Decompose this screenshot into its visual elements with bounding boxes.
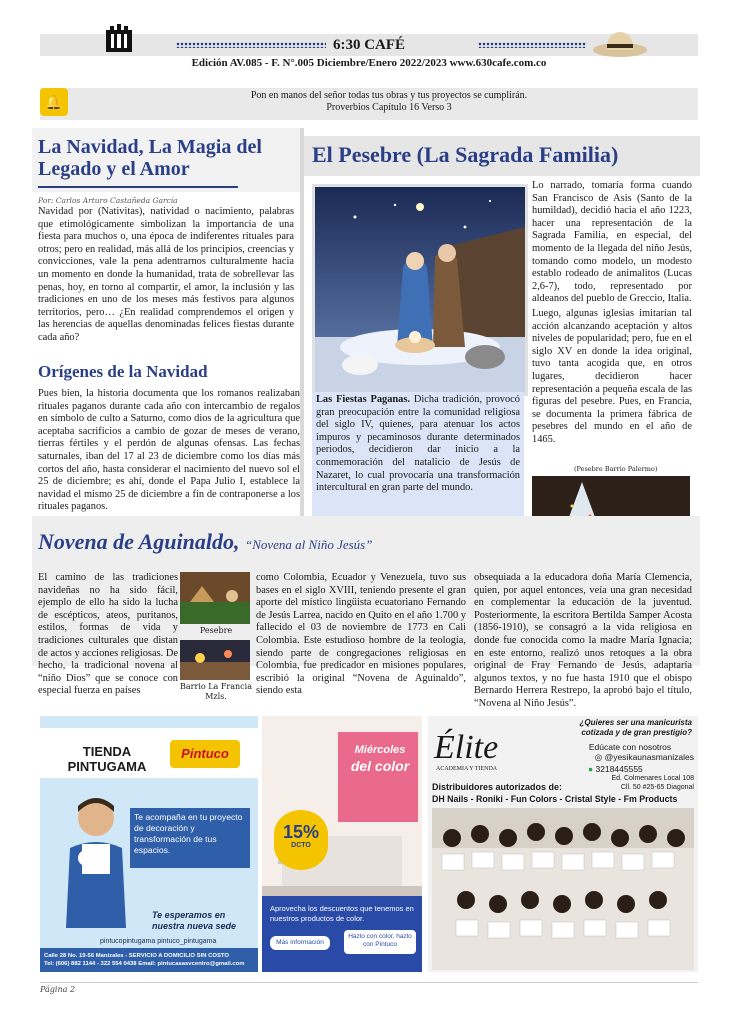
masthead-dots-right	[478, 42, 586, 48]
article2-title: El Pesebre (La Sagrada Familia)	[312, 142, 619, 167]
campaign-title-line1: Miércoles	[354, 744, 406, 756]
phone-number	[588, 764, 692, 774]
article1-paragraph-2: Pues bien, la historia documenta que los romanos realizaban rituales paganos durante cada año con intercambio de regalos en símbolo de culto a Saturno, como dios de la agricultura que aceptaba sacrificios a cambio de gozar de meses de verano, tierras fértiles y el perdón de algunas ofensas. Las fechas saturnales, iban del 17 al 23 de diciembre como los días más cortos del año, hasta considerar el nacimiento del nuevo sol el 25 de diciembre; es ahí, donde el Papa Julio I, establece la navidad el mismo 25 de diciembre a fin de contraponerse a los rituales paganos.	[38, 388, 300, 513]
byline: Por: Carlos Arturo Castañeda García	[38, 196, 178, 205]
elite-tagline: ACADEMIA Y TIENDA	[436, 766, 498, 772]
article2-paragraph-2: Luego, algunas iglesias imitarían tal acción alcanzando aceptación y altos niveles de popularidad; pero, fue en el siglo XV en donde la idea original, tuvo tanta acogida que, en otros lugares, decidieron hacer representación a pequeña escala de las figuras del pesebre. Pues, en Francia, se documenta la primera fábrica de pesebres del mundo en el año de 1465.	[532, 308, 692, 445]
instagram-icon: ◎	[594, 752, 603, 762]
ad-title-line2: PINTUGAMA	[67, 759, 147, 774]
article3-title	[38, 529, 372, 555]
graduates-photo	[432, 808, 694, 970]
campaign-title-line2: del color	[350, 758, 410, 774]
page-number: Página 2	[40, 985, 76, 994]
article2-paragraph: Lo narrado, tomaría forma cuando San Francisco de Asis (Santo de la humildad), decidió hacia el año 1223, hacer una representación de la Sagrada Familia, en especial, del momento de la llegada del niño Jesús, tomando como modelo, un modesto establo rodeado de animalitos (Lucas 2,6-7), todo, representado por aldeanos del pueblo de Greccio, Italia.	[532, 180, 692, 305]
distributors-label: Distribuidores autorizados de:	[432, 782, 563, 792]
article3-column-3: obsequiada a la educadora doña María Clemencia, quien, por aquel entonces, veía una gran necesidad en complementar la educación de la juventud. Posteriormente, la escritora Bertilda Samper Acosta (1856-1910), se consagró a la vida religiosa en donde fue conocida como la madre María Ignacia; en este entorno, realizó unos retoques a la obra original de Fray Fernando de Jesús, adaptaría algunos textos, y no fue hasta 1910 que el obispo Bernardo Herrera Restrepo, la aprobó bajo el título, “Novena al Niño Jesús”.	[474, 572, 692, 709]
elite-educate: Edúcate con nosotros	[588, 742, 672, 752]
barrio-thumbnail	[180, 640, 250, 680]
ad-invite: Te esperamos en nuestra nueva sede	[152, 910, 237, 931]
elite-address-line2: Cll. 50 #25-65 Diagonal	[620, 784, 694, 791]
elite-address	[590, 774, 694, 792]
ad-contact: Tel: (606) 882 1144 - 322 554 0438 Email: pintucasasvcentro@gmail.com	[44, 961, 245, 967]
article3-column-1: El camino de las tradiciones navideñas no ha sido fácil, ejemplo de ello ha sido la lucha de escépticos, ateos, puritanos, estilos, formas de vida y tradiciones culturales que distan de actos y acciones religiosas. De hecho, la tradicional novena al “niño Dios” que se conoce con especial fuerza en países	[38, 572, 178, 697]
elite-address-line1: Ed. Colmenares Local 108	[611, 775, 694, 782]
ad-address: Calle 28 No. 19-56 Manizales - SERVICIO A DOMICILIO SIN COSTO	[44, 953, 229, 959]
title-underline	[38, 186, 238, 188]
miercoles-color-ad	[262, 716, 422, 972]
ad-tagline: Te acompaña en tu proyecto de decoración y transformación de tus espacios.	[130, 808, 250, 868]
elite-question: ¿Quieres ser una manicurista cotizada y de gran prestigio?	[579, 718, 692, 737]
whatsapp-icon: ●	[588, 764, 594, 774]
scripture-quote	[80, 90, 698, 114]
elite-academy-ad	[428, 716, 698, 972]
edition-line: Edición AV.085 - F. N°.005 Diciembre/Enero 2022/2023 www.630cafe.com.co	[191, 57, 547, 69]
hat-icon	[592, 28, 648, 58]
quote-line: Pon en manos del señor todas tus obras y tus proyectos se cumplirán.	[250, 90, 528, 101]
ad-title	[52, 744, 162, 774]
pintuco-slogan: Hazlo con color, hazlo con Pintuco	[344, 930, 416, 954]
pesebre-thumbnail	[180, 572, 250, 624]
thumbnail-caption: Pesebre	[199, 626, 233, 635]
bell-icon: 🔔	[40, 88, 68, 116]
ad-title-line1: TIENDA	[82, 744, 132, 759]
campaign-title	[344, 742, 416, 774]
nativity-image	[312, 184, 528, 396]
tienda-pintugama-ad	[40, 716, 258, 972]
discount-label: DCTO	[291, 842, 311, 849]
article1-paragraph: Navidad por (Nativitas), natividad o nacimiento, palabras que etimológicamente simbolizan la importancia de una fiesta para muchos o, una época de indiferentes rituales para otros; pero en realidad, más allá de los principios, creencias y convicciones, vale la pena adentrarnos culturalmente hacia un momento en donde la humanidad, trata de sobrellevar las penas, hoy, en torno al compartir, el amor, la inclusión y las tradiciones en uno de los meses más festivos para algunos territorios, pero… ¿En realidad comprendemos el origen y las herencias de aquellas denominadas felices fiestas durante cada año?	[38, 206, 294, 343]
column-divider	[300, 128, 304, 516]
phone-text: 3218445555	[595, 764, 643, 774]
distributor-brands: DH Nails - Roniki - Fun Colors - Cristal Style - Fm Products	[432, 794, 678, 804]
more-info-button[interactable]: Más información	[270, 936, 330, 950]
caption-text: Dicha tradición, provocó gran preocupación entre la comunidad religiosa del siglo IV, quienes, para atenuar los actos impuros y pecaminosos durante determinados periodos, decidieron dar inicio a la conmemoración del natalicio de Jesús de Nazaret, lo cual provocaría una transformación intercultural en gran parte del mundo.	[316, 394, 520, 494]
discount-badge	[274, 810, 328, 870]
instagram-text: @yesikaunasmanizales	[604, 752, 694, 762]
caption-paragraph	[316, 394, 520, 495]
ad-footer	[40, 948, 258, 972]
footer-rule	[40, 982, 698, 983]
discount-value: 15%	[282, 822, 320, 842]
article1-subtitle: Orígenes de la Navidad	[38, 362, 208, 381]
article1-title: La Navidad, La Magia del Legado y el Amor	[38, 136, 262, 180]
elite-logo: Élite	[434, 729, 499, 766]
instagram-handle	[570, 752, 694, 763]
thumbnail-caption-2: Barrio La Francia Mzls.	[180, 682, 252, 701]
quote-reference: Proverbios Capítulo 16 Verso 3	[326, 102, 452, 113]
article3-subtitle: “Novena al Niño Jesús”	[244, 537, 373, 552]
photo-caption: (Pesebre Barrio Palermo)	[574, 465, 658, 473]
promo-text: Aprovecha los descuentos que tenemos en nuestros productos de color.	[270, 904, 414, 923]
caption-lead: Las Fiestas Paganas.	[316, 394, 411, 405]
masthead-title: 6:30 CAFÉ	[332, 37, 406, 53]
pintuco-logo: Pintuco	[170, 740, 240, 768]
ad-social: pintucopintugama pintuco_pintugama	[100, 938, 217, 945]
article3-title-main: Novena de Aguinaldo,	[38, 529, 240, 554]
article3-column-2: como Colombia, Ecuador y Venezuela, tuvo sus bases en el siglo XVIII, teniendo presente el gran aporte del místico lingüista ecuatoriano Fernando de Jesús Larrea, nacido en Quito en el año 1.700 y fallecido el 03 de noviembre de 1773 en Cali Colombia. Este estudioso hombre de la teología, siendo parte de congregaciones religiosas en Colombia, fue predicador en misiones populares, escribió la original “Novena de Aguinaldo”, siendo esta	[256, 572, 466, 697]
